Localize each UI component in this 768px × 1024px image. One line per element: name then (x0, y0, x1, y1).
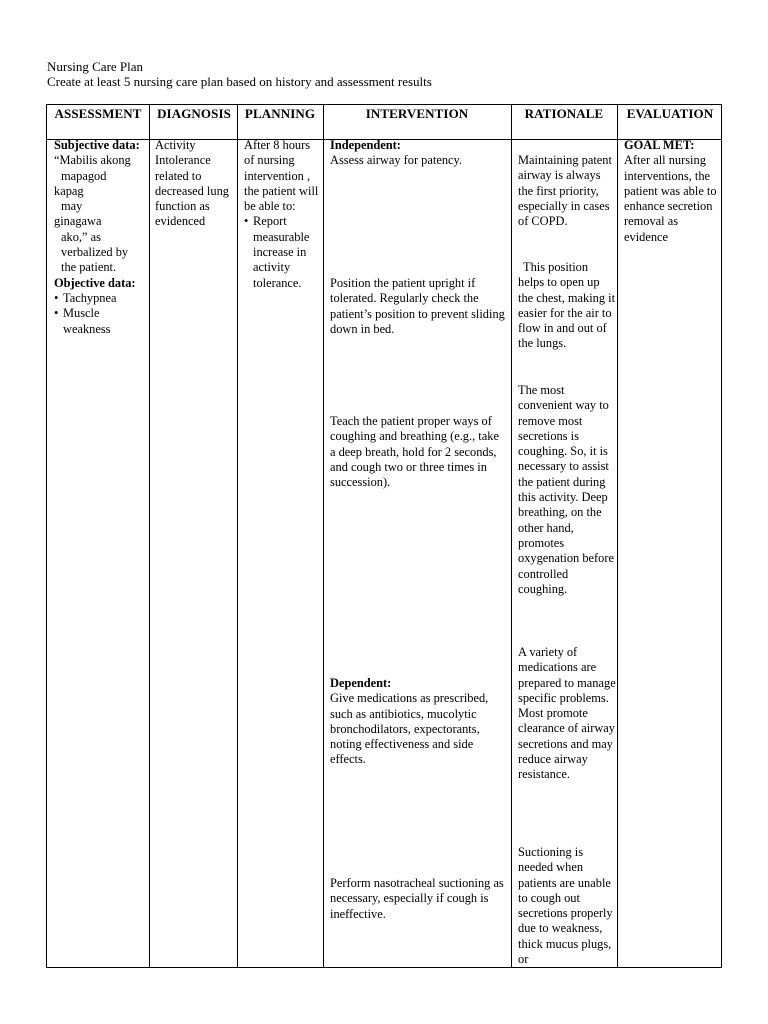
column-divider (237, 105, 238, 967)
column-divider (323, 105, 324, 967)
planning-cell (244, 138, 320, 291)
bullet-icon: • (54, 290, 59, 305)
rationale-item: A variety of medications are prepared to manage specific problems. Most promote clearance of airway secretions and may reduce airway resistance. (518, 645, 616, 782)
rationale-item: Maintaining patent airway is always the first priority, especially in cases of COPD. (518, 153, 612, 229)
patient-quote-line: verbalized by (61, 245, 129, 260)
planning-goal: After 8 hours of nursing intervention , the patient will be able to: (244, 138, 319, 214)
header-diagnosis: DIAGNOSIS (157, 106, 231, 121)
bullet-icon: • (244, 214, 249, 229)
assessment-cell (54, 138, 146, 337)
header-rationale: RATIONALE (524, 106, 604, 121)
care-plan-table (46, 104, 722, 968)
rationale-item: The most convenient way to remove most secretions is coughing. So, it is necessary to assist the patient during this activity. Deep breathing, on the other hand, promotes oxygenation before controlled coughing. (518, 383, 614, 596)
document-instructions: Create at least 5 nursing care plan based on history and assessment results (47, 74, 432, 89)
intervention-item: Perform nasotracheal suctioning as necessary, especially if cough is ineffective. (330, 876, 504, 921)
patient-quote-line: ginagawa (54, 214, 102, 229)
document-title: Nursing Care Plan (47, 59, 144, 74)
evaluation-cell (624, 138, 719, 245)
column-divider (149, 105, 150, 967)
patient-quote-line: “Mabilis akong (54, 153, 131, 168)
rationale-item: This position helps to open up the chest, making it easier for the air to flow in and out of the lungs. (518, 260, 616, 351)
patient-quote-line: may (61, 199, 83, 214)
column-divider (511, 105, 512, 967)
header-intervention: INTERVENTION (365, 106, 469, 121)
diagnosis-cell: Activity Intolerance related to decreased lung function as evidenced (155, 138, 229, 229)
header-evaluation: EVALUATION (626, 106, 714, 121)
objective-item: • Muscle weakness (54, 306, 111, 336)
intervention-cell (330, 138, 507, 169)
rationale-item: Suctioning is needed when patients are unable to cough out secretions properly due to weakness, thick mucus plugs, or (518, 845, 613, 967)
header-assessment: ASSESSMENT (54, 106, 142, 121)
patient-quote-line: the patient. (61, 260, 117, 275)
objective-item: • Tachypnea (54, 290, 117, 305)
bullet-icon: • (54, 306, 59, 321)
patient-quote-line: ako,” as (61, 229, 101, 244)
column-divider (617, 105, 618, 967)
intervention-dependent (330, 676, 507, 768)
objective-data-label: Objective data: (54, 275, 136, 290)
dependent-label: Dependent: (330, 676, 392, 690)
intervention-item: Position the patient upright if tolerated. Regularly check the patient’s position to prevent sliding down in bed. (330, 276, 505, 336)
planning-outcome: • Report measurable increase in activity tolerance. (244, 214, 310, 290)
header-planning: PLANNING (244, 106, 316, 121)
independent-label: Independent: (330, 138, 401, 152)
evaluation-text: After all nursing interventions, the patient was able to enhance secretion removal as evidence (624, 153, 717, 244)
intervention-item: Give medications as prescribed, such as antibiotics, mucolytic bronchodilators, expectorants, noting effectiveness and side effects. (330, 691, 489, 767)
intervention-item: Teach the patient proper ways of coughing and breathing (e.g., take a deep breath, hold for 2 seconds, and cough two or three times in succession). (330, 414, 499, 490)
patient-quote-line: mapagod (61, 168, 107, 183)
intervention-item: Assess airway for patency. (330, 153, 463, 168)
patient-quote-line: kapag (54, 183, 84, 198)
subjective-data-label: Subjective data: (54, 138, 140, 152)
goal-met-label: GOAL MET: (624, 138, 695, 152)
